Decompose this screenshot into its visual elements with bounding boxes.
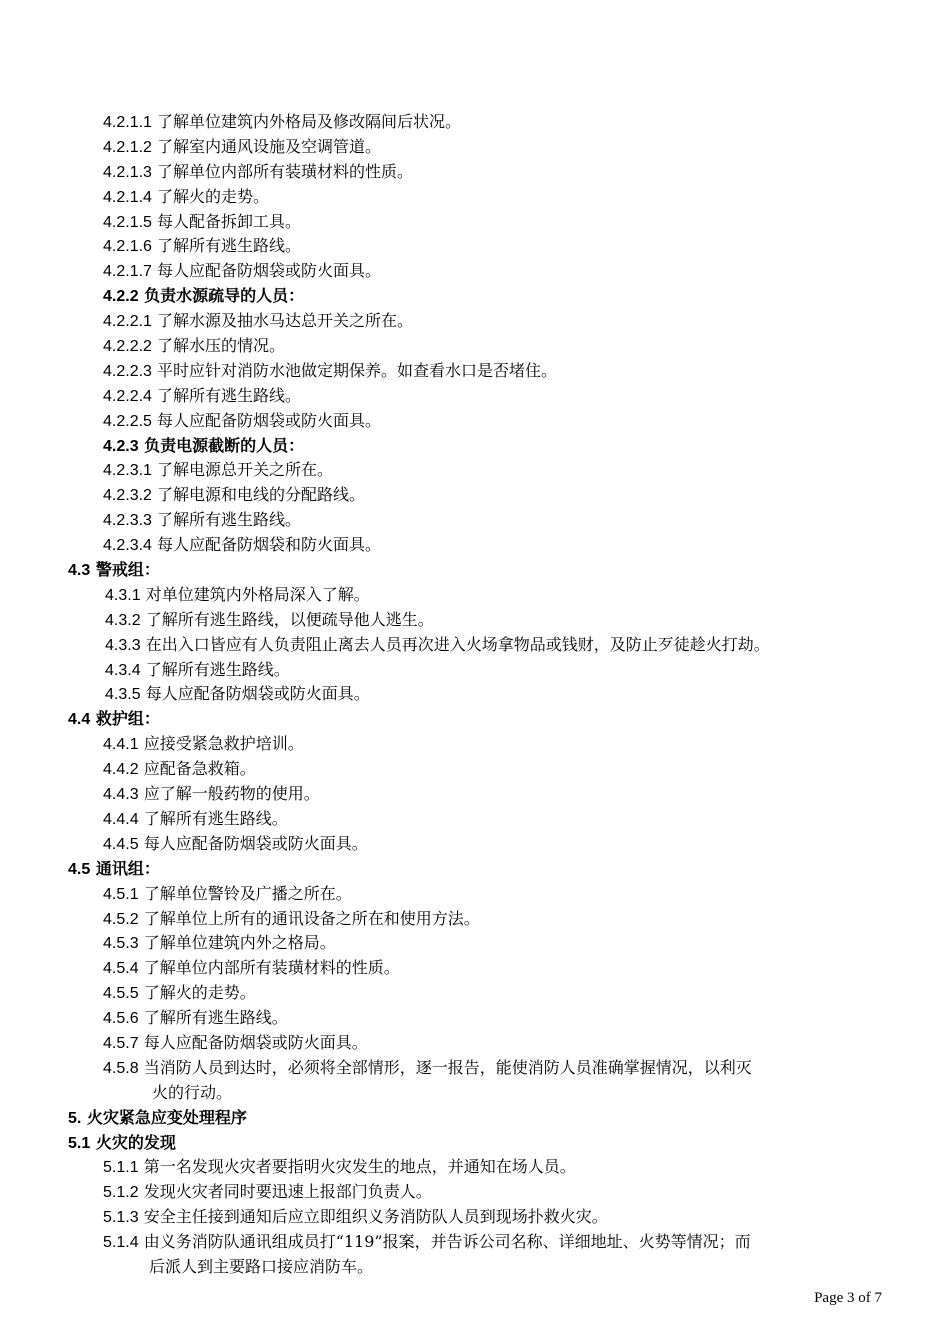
item-number: 4.5.6 bbox=[103, 1010, 139, 1028]
list-item bbox=[0, 1131, 950, 1156]
item-text: 警戒组： bbox=[95, 560, 160, 580]
item-number: 5.1.4 bbox=[103, 1234, 139, 1252]
item-number: 5.1.3 bbox=[103, 1209, 139, 1227]
item-text: 由义务消防队通讯组成员打“119”报案，并告诉公司名称、详细地址、火势等情况；而 bbox=[143, 1232, 751, 1252]
item-number: 4.2.2.4 bbox=[103, 387, 152, 405]
list-item bbox=[0, 583, 950, 608]
item-text: 平时应针对消防水池做定期保养。如查看水口是否堵住。 bbox=[157, 360, 558, 380]
item-number: 4.2.1.6 bbox=[103, 238, 152, 256]
item-text: 了解水压的情况。 bbox=[157, 336, 286, 356]
item-text: 后派人到主要路口接应消防车。 bbox=[149, 1256, 374, 1276]
item-text: 了解所有逃生路线。 bbox=[143, 808, 288, 828]
list-item bbox=[0, 558, 950, 583]
item-text: 了解所有逃生路线。 bbox=[157, 385, 302, 405]
item-number: 4.2.1.7 bbox=[103, 263, 152, 281]
item-text: 了解所有逃生路线。 bbox=[157, 236, 302, 256]
item-number: 4.4.5 bbox=[103, 835, 139, 853]
item-text: 每人应配备防烟袋或防火面具。 bbox=[145, 684, 370, 704]
list-item bbox=[0, 160, 950, 185]
item-text: 应了解一般药物的使用。 bbox=[143, 784, 320, 804]
item-number: 4.5.7 bbox=[103, 1034, 139, 1052]
item-text: 每人应配备防烟袋或防火面具。 bbox=[143, 1032, 368, 1052]
item-text: 救护组： bbox=[95, 709, 160, 729]
item-text: 了解单位建筑内外格局及修改隔间后状况。 bbox=[157, 112, 462, 131]
item-number: 5. bbox=[68, 1109, 82, 1127]
item-number: 5.1.2 bbox=[103, 1184, 139, 1202]
item-number: 4.2.1.2 bbox=[103, 138, 152, 156]
item-number: 4.4.1 bbox=[103, 736, 139, 754]
list-item bbox=[0, 1180, 950, 1205]
list-item bbox=[0, 210, 950, 235]
list-item bbox=[0, 1031, 950, 1056]
item-text: 了解单位内部所有装璜材料的性质。 bbox=[143, 958, 400, 978]
item-number: 4.2.1.3 bbox=[103, 163, 152, 181]
item-number: 4.2.3.1 bbox=[103, 462, 152, 480]
list-item bbox=[0, 409, 950, 434]
item-number: 4.5.3 bbox=[103, 935, 139, 953]
list-item bbox=[0, 135, 950, 160]
item-number: 4.5.2 bbox=[103, 910, 139, 928]
item-number: 4.2.3.4 bbox=[103, 537, 152, 555]
list-item bbox=[0, 1081, 950, 1106]
item-number: 4.2.1.5 bbox=[103, 213, 152, 231]
item-text: 了解单位内部所有装璜材料的性质。 bbox=[157, 161, 414, 181]
item-number: 4.2.1.1 bbox=[103, 114, 152, 131]
list-item bbox=[0, 234, 950, 259]
item-text: 了解火的走势。 bbox=[157, 186, 270, 206]
list-item bbox=[0, 458, 950, 483]
list-item bbox=[0, 284, 950, 309]
list-item bbox=[0, 857, 950, 882]
list-item bbox=[0, 359, 950, 384]
item-text: 了解单位警铃及广播之所在。 bbox=[143, 883, 352, 903]
item-text: 应接受紧急救护培训。 bbox=[143, 734, 304, 754]
item-number: 4.4 bbox=[68, 711, 91, 729]
item-text: 发现火灾者同时要迅速上报部门负责人。 bbox=[143, 1182, 432, 1202]
list-item bbox=[0, 757, 950, 782]
item-number: 5.1.1 bbox=[103, 1159, 139, 1177]
item-text: 当消防人员到达时，必须将全部情形，逐一报告，能使消防人员准确掌握情况，以利灭 bbox=[143, 1057, 752, 1077]
list-item bbox=[0, 1205, 950, 1230]
item-text: 了解室内通风设施及空调管道。 bbox=[157, 136, 382, 156]
list-item bbox=[0, 1006, 950, 1031]
item-number: 4.2.1.4 bbox=[103, 188, 152, 206]
page-footer: Page 3 of 7 bbox=[814, 1290, 882, 1306]
item-text: 火的行动。 bbox=[152, 1082, 233, 1102]
list-item bbox=[0, 732, 950, 757]
item-text: 每人应配备防烟袋或防火面具。 bbox=[157, 261, 382, 281]
list-item bbox=[0, 931, 950, 956]
document-body bbox=[0, 110, 950, 1280]
item-text: 每人配备拆卸工具。 bbox=[157, 211, 302, 231]
list-item bbox=[0, 1230, 950, 1255]
list-item bbox=[0, 508, 950, 533]
item-text: 负责电源截断的人员： bbox=[144, 435, 305, 455]
list-item bbox=[0, 185, 950, 210]
item-number: 4.5 bbox=[68, 860, 91, 878]
item-number: 4.3.4 bbox=[105, 661, 141, 679]
item-text: 火灾的发现 bbox=[95, 1132, 176, 1152]
item-text: 应配备急救箱。 bbox=[143, 759, 256, 779]
item-number: 4.2.2.5 bbox=[103, 412, 152, 430]
item-number: 4.2.3.2 bbox=[103, 487, 152, 505]
item-text: 火灾紧急应变处理程序 bbox=[86, 1107, 247, 1127]
list-item bbox=[0, 483, 950, 508]
item-text: 了解所有逃生路线。 bbox=[157, 510, 302, 530]
item-number: 4.3.2 bbox=[105, 611, 141, 629]
list-item bbox=[0, 1106, 950, 1131]
list-item bbox=[0, 334, 950, 359]
item-text: 每人应配备防烟袋或防火面具。 bbox=[157, 410, 382, 430]
item-text: 了解水源及抽水马达总开关之所在。 bbox=[157, 311, 414, 331]
list-item bbox=[0, 682, 950, 707]
item-text: 在出入口皆应有人负责阻止离去人员再次进入火场拿物品或钱财，及防止歹徒趁火打劫。 bbox=[145, 634, 770, 654]
item-text: 了解所有逃生路线，以便疏导他人逃生。 bbox=[145, 609, 434, 629]
item-number: 4.4.3 bbox=[103, 786, 139, 804]
item-number: 4.3 bbox=[68, 562, 91, 580]
list-item bbox=[0, 384, 950, 409]
item-number: 4.4.2 bbox=[103, 761, 139, 779]
item-text: 通讯组： bbox=[95, 858, 160, 878]
item-number: 4.3.3 bbox=[105, 636, 141, 654]
list-item bbox=[0, 832, 950, 857]
item-number: 5.1 bbox=[68, 1134, 91, 1152]
item-text: 了解单位建筑内外之格局。 bbox=[143, 933, 336, 953]
list-item bbox=[0, 807, 950, 832]
item-text: 安全主任接到通知后应立即组织义务消防队人员到现场扑救火灾。 bbox=[143, 1207, 608, 1227]
item-text: 对单位建筑内外格局深入了解。 bbox=[145, 584, 370, 604]
item-text: 了解单位上所有的通讯设备之所在和使用方法。 bbox=[143, 908, 480, 928]
list-item bbox=[0, 782, 950, 807]
item-number: 4.2.2 bbox=[103, 288, 139, 306]
list-item bbox=[0, 608, 950, 633]
list-item bbox=[0, 907, 950, 932]
item-number: 4.5.8 bbox=[103, 1059, 139, 1077]
item-number: 4.3.1 bbox=[105, 586, 141, 604]
list-item bbox=[0, 1255, 950, 1280]
item-text: 了解所有逃生路线。 bbox=[143, 1008, 288, 1028]
list-item bbox=[0, 259, 950, 284]
list-item bbox=[0, 882, 950, 907]
item-number: 4.5.5 bbox=[103, 985, 139, 1003]
item-number: 4.4.4 bbox=[103, 810, 139, 828]
item-text: 每人应配备防烟袋或防火面具。 bbox=[143, 833, 368, 853]
item-number: 4.2.3 bbox=[103, 437, 139, 455]
item-number: 4.2.2.3 bbox=[103, 362, 152, 380]
item-text: 了解火的走势。 bbox=[143, 983, 256, 1003]
item-number: 4.3.5 bbox=[105, 686, 141, 704]
list-item bbox=[0, 533, 950, 558]
list-item bbox=[0, 956, 950, 981]
list-item bbox=[0, 1155, 950, 1180]
item-number: 4.2.2.1 bbox=[103, 313, 152, 331]
list-item bbox=[0, 707, 950, 732]
list-item bbox=[0, 633, 950, 658]
item-text: 负责水源疏导的人员： bbox=[144, 286, 305, 306]
list-item bbox=[0, 1056, 950, 1081]
item-number: 4.2.2.2 bbox=[103, 338, 152, 356]
item-number: 4.5.1 bbox=[103, 885, 139, 903]
list-item bbox=[0, 981, 950, 1006]
item-text: 了解电源总开关之所在。 bbox=[157, 460, 334, 480]
item-number: 4.2.3.3 bbox=[103, 512, 152, 530]
list-item bbox=[0, 658, 950, 683]
item-text: 第一名发现火灾者要指明火灾发生的地点，并通知在场人员。 bbox=[143, 1157, 576, 1177]
item-text: 了解所有逃生路线。 bbox=[145, 659, 290, 679]
item-text: 每人应配备防烟袋和防火面具。 bbox=[157, 535, 382, 555]
item-number: 4.5.4 bbox=[103, 960, 139, 978]
list-item bbox=[0, 309, 950, 334]
list-item bbox=[0, 434, 950, 459]
item-text: 了解电源和电线的分配路线。 bbox=[157, 485, 366, 505]
list-item bbox=[0, 110, 950, 135]
